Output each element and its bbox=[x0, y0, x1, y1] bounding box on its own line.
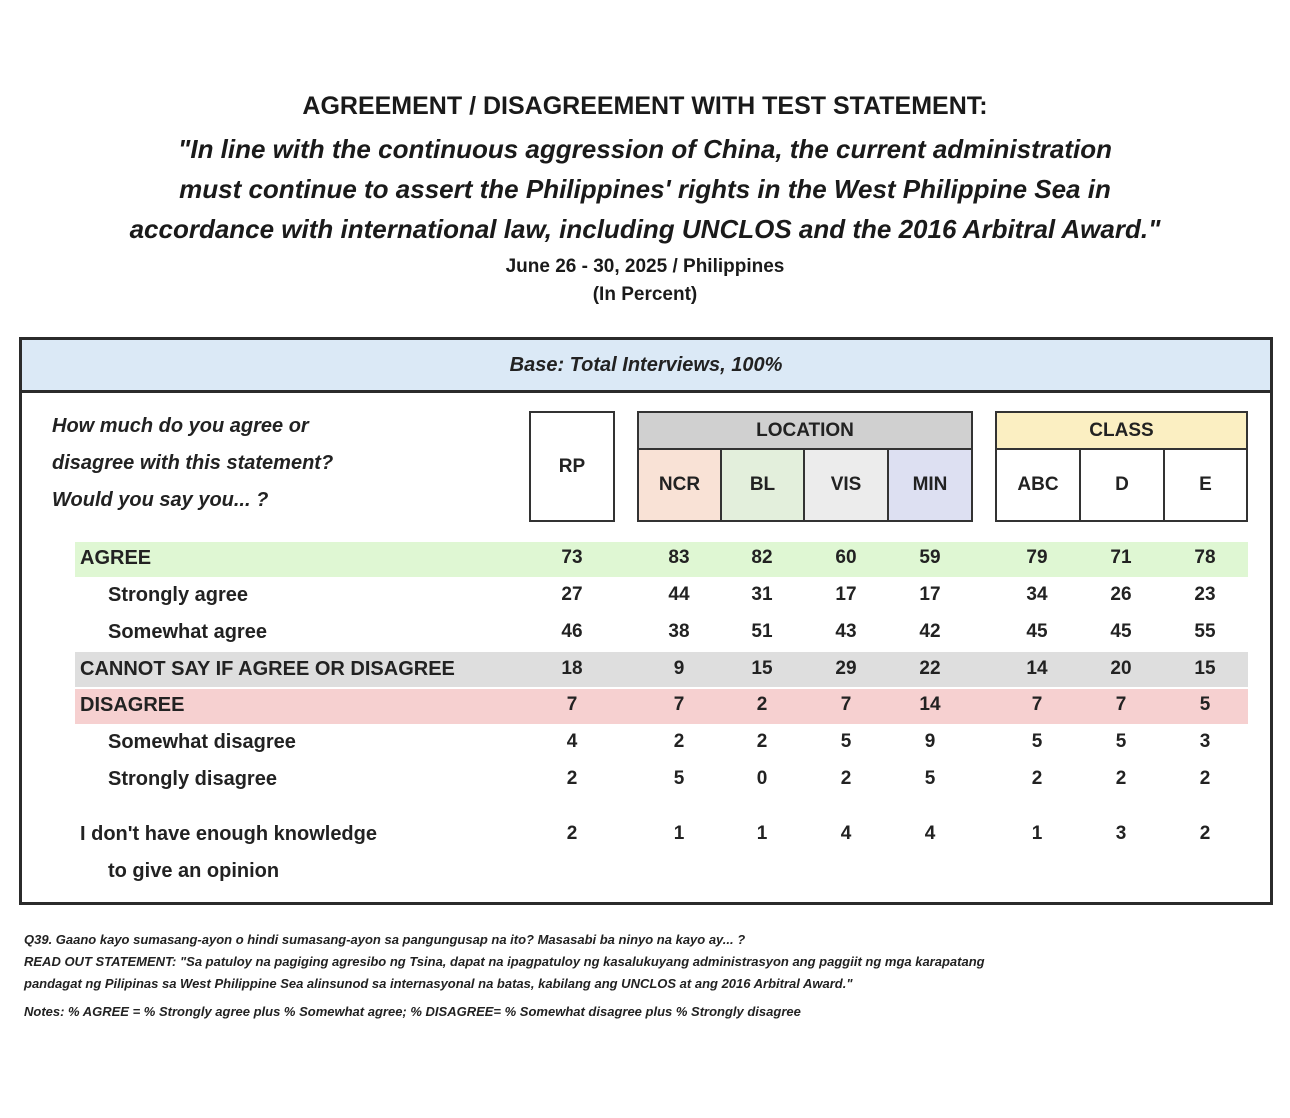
table-cell: 45 bbox=[1026, 621, 1048, 642]
statement-line-3: accordance with international law, including UNCLOS and the 2016 Arbitral Award." bbox=[129, 214, 1161, 244]
table-cell: 45 bbox=[1110, 621, 1132, 642]
table-cell: 29 bbox=[835, 658, 857, 679]
table-cell: 5 bbox=[924, 768, 936, 789]
unit-label: (In Percent) bbox=[592, 284, 698, 305]
table-cell: 34 bbox=[1026, 584, 1048, 605]
table-cell: 18 bbox=[561, 658, 583, 679]
table-cell: 26 bbox=[1110, 584, 1132, 605]
table-cell: 3 bbox=[1115, 823, 1127, 844]
column-header-bl: BL bbox=[720, 448, 805, 522]
column-header-abc: ABC bbox=[995, 448, 1081, 522]
row-label: CANNOT SAY IF AGREE OR DISAGREE bbox=[80, 658, 455, 680]
table-cell: 2 bbox=[840, 768, 852, 789]
table-cell: 14 bbox=[919, 694, 941, 715]
table-cell: 38 bbox=[668, 621, 690, 642]
table-cell: 17 bbox=[835, 584, 857, 605]
column-header-e: E bbox=[1163, 448, 1248, 522]
table-cell: 42 bbox=[919, 621, 941, 642]
table-cell: 4 bbox=[566, 731, 578, 752]
table-cell: 7 bbox=[1115, 694, 1127, 715]
table-cell: 2 bbox=[1199, 768, 1211, 789]
table-cell: 23 bbox=[1194, 584, 1216, 605]
table-cell: 43 bbox=[835, 621, 857, 642]
table-cell: 7 bbox=[1031, 694, 1043, 715]
table-cell: 5 bbox=[1115, 731, 1127, 752]
table-cell: 31 bbox=[751, 584, 773, 605]
table-cell: 0 bbox=[756, 768, 768, 789]
table-cell: 9 bbox=[924, 731, 936, 752]
table-cell: 4 bbox=[924, 823, 936, 844]
table-cell: 1 bbox=[1031, 823, 1043, 844]
table-cell: 5 bbox=[673, 768, 685, 789]
location-header: LOCATION bbox=[637, 411, 973, 450]
table-cell: 44 bbox=[668, 584, 690, 605]
table-cell: 5 bbox=[1031, 731, 1043, 752]
question-text bbox=[52, 415, 333, 526]
table-cell: 78 bbox=[1194, 547, 1216, 568]
table-cell: 71 bbox=[1110, 547, 1132, 568]
rp-header: RP bbox=[529, 411, 615, 522]
table-cell: 7 bbox=[566, 694, 578, 715]
table-cell: 27 bbox=[561, 584, 583, 605]
table-cell: 82 bbox=[751, 547, 773, 568]
table-cell: 51 bbox=[751, 621, 773, 642]
row-label: Somewhat agree bbox=[108, 621, 267, 643]
table-cell: 14 bbox=[1026, 658, 1048, 679]
table-cell: 2 bbox=[566, 823, 578, 844]
table-cell: 2 bbox=[673, 731, 685, 752]
table-cell: 20 bbox=[1110, 658, 1132, 679]
table-cell: 79 bbox=[1026, 547, 1048, 568]
chart-title: AGREEMENT / DISAGREEMENT WITH TEST STATEMENT: bbox=[302, 92, 988, 120]
base-note: Base: Total Interviews, 100% bbox=[22, 340, 1270, 393]
question-line-3: Would you say you... ? bbox=[52, 489, 269, 511]
row-label: DISAGREE bbox=[80, 694, 185, 716]
column-header-vis: VIS bbox=[803, 448, 889, 522]
table-cell: 22 bbox=[919, 658, 941, 679]
table-cell: 2 bbox=[756, 694, 768, 715]
footnote-statement-2: pandagat ng Pilipinas sa West Philippine Sea alinsunod sa internasyonal na batas, kabilang ang UNCLOS at ang 2016 Arbitral Award." bbox=[24, 976, 853, 991]
table-cell: 9 bbox=[673, 658, 685, 679]
question-line-1: How much do you agree or bbox=[52, 415, 309, 437]
row-label: Somewhat disagree bbox=[108, 731, 296, 753]
table-cell: 1 bbox=[673, 823, 685, 844]
row-label: Strongly disagree bbox=[108, 768, 277, 790]
table-cell: 15 bbox=[751, 658, 773, 679]
row-label: AGREE bbox=[80, 547, 152, 569]
class-header: CLASS bbox=[995, 411, 1248, 450]
table-cell: 1 bbox=[756, 823, 768, 844]
column-header-d: D bbox=[1079, 448, 1165, 522]
table-cell: 15 bbox=[1194, 658, 1216, 679]
table-cell: 60 bbox=[835, 547, 857, 568]
footnote-notes: Notes: % AGREE = % Strongly agree plus % Somewhat agree; % DISAGREE= % Somewhat disagree plus % Strongly disagree bbox=[24, 1004, 801, 1019]
table-cell: 3 bbox=[1199, 731, 1211, 752]
table-cell: 59 bbox=[919, 547, 941, 568]
table-cell: 55 bbox=[1194, 621, 1216, 642]
row-label: Strongly agree bbox=[108, 584, 249, 606]
table-cell: 7 bbox=[673, 694, 685, 715]
table-cell: 2 bbox=[1031, 768, 1043, 789]
table-cell: 46 bbox=[561, 621, 583, 642]
table-cell: 4 bbox=[840, 823, 852, 844]
survey-date: June 26 - 30, 2025 / Philippines bbox=[505, 256, 785, 277]
row-label: I don't have enough knowledge bbox=[80, 823, 377, 845]
table-cell: 83 bbox=[668, 547, 690, 568]
footnote-question: Q39. Gaano kayo sumasang-ayon o hindi sumasang-ayon sa pangungusap na ito? Masasabi ba ninyo na kayo ay... ? bbox=[24, 932, 746, 947]
statement-line-1: "In line with the continuous aggression of China, the current administration bbox=[178, 134, 1112, 164]
table-cell: 2 bbox=[566, 768, 578, 789]
table-cell: 5 bbox=[1199, 694, 1211, 715]
table-cell: 2 bbox=[756, 731, 768, 752]
statement-line-2: must continue to assert the Philippines' rights in the West Philippine Sea in bbox=[179, 174, 1111, 204]
column-header-min: MIN bbox=[887, 448, 973, 522]
table-cell: 73 bbox=[561, 547, 583, 568]
table-cell: 17 bbox=[919, 584, 941, 605]
table-cell: 7 bbox=[840, 694, 852, 715]
question-line-2: disagree with this statement? bbox=[52, 452, 334, 474]
row-label-continued: to give an opinion bbox=[108, 860, 280, 882]
footnote-statement-1: READ OUT STATEMENT: "Sa patuloy na pagiging agresibo ng Tsina, dapat na ipagpatuloy ng kasalukuyang administrasyon ang paggiit ng mga karapatang bbox=[24, 954, 985, 969]
column-header-ncr: NCR bbox=[637, 448, 722, 522]
table-cell: 2 bbox=[1199, 823, 1211, 844]
table-cell: 2 bbox=[1115, 768, 1127, 789]
table-cell: 5 bbox=[840, 731, 852, 752]
